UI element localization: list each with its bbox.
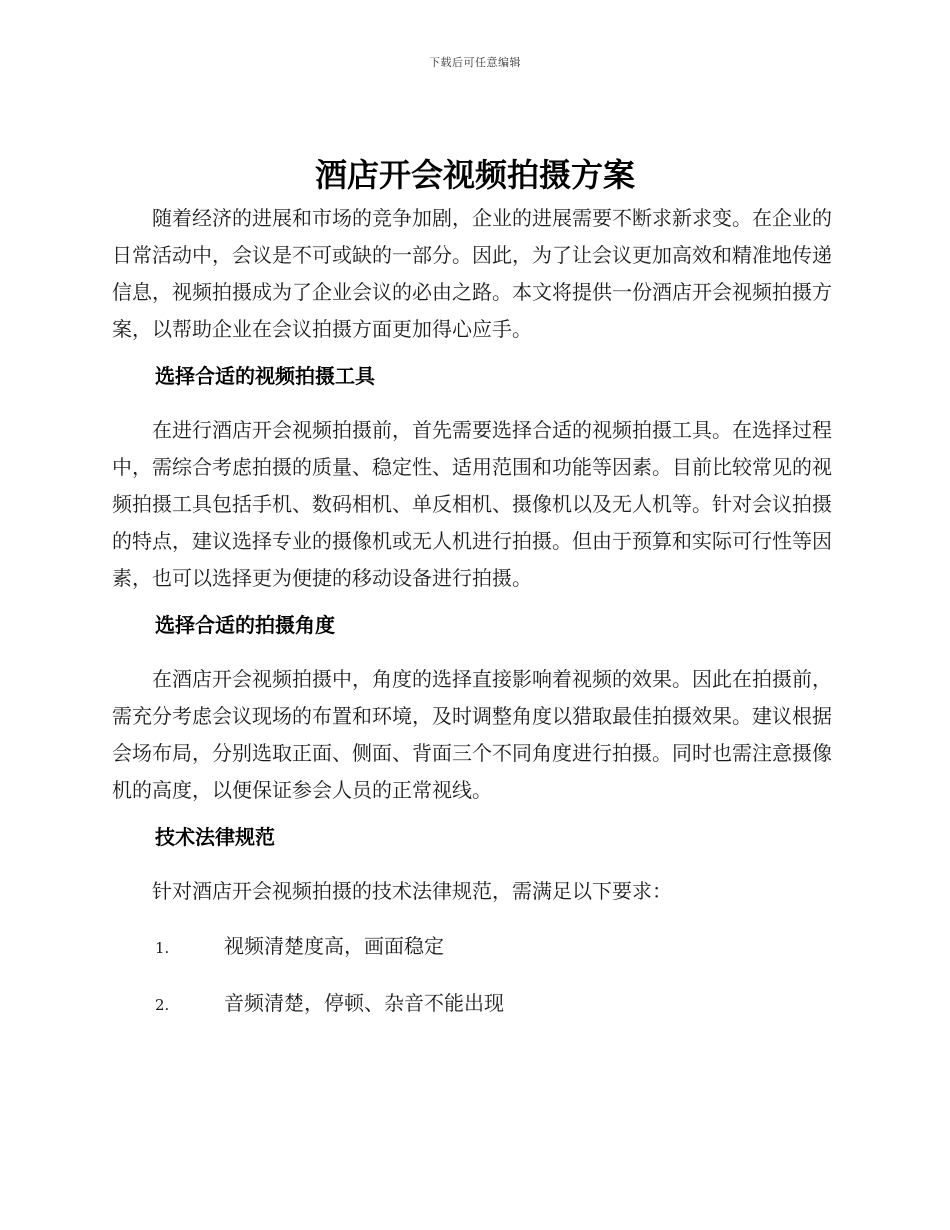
section-heading-standards: 技术法律规范 xyxy=(155,825,275,849)
section-body-standards: 针对酒店开会视频拍摄的技术法律规范，需满足以下要求： xyxy=(152,879,672,903)
list-item-number: 2. xyxy=(155,996,170,1014)
section-heading-tools: 选择合适的视频拍摄工具 xyxy=(155,364,375,388)
document-title: 酒店开会视频拍摄方案 xyxy=(314,156,635,194)
list-item-number: 1. xyxy=(155,939,170,957)
section-heading-angle: 选择合适的拍摄角度 xyxy=(155,613,335,637)
page-header-note: 下载后可任意编辑 xyxy=(429,56,521,69)
list-item-text: 音频清楚，停顿、杂音不能出现 xyxy=(224,991,504,1015)
list-item-text: 视频清楚度高，画面稳定 xyxy=(224,934,444,958)
list-item xyxy=(112,985,832,1024)
intro-paragraph: 随着经济的进展和市场的竞争加剧，企业的进展需要不断求新求变。在企业的日常活动中，会议是不可或缺的一部分。因此，为了让会议更加高效和精准地传递信息，视频拍摄成为了企业会议的必由之路。本文将提供一份酒店开会视频拍摄方案，以帮助企业在会议拍摄方面更加得心应手。 xyxy=(112,206,832,341)
document-body xyxy=(112,200,832,1024)
section-body-tools: 在进行酒店开会视频拍摄前，首先需要选择合适的视频拍摄工具。在选择过程中，需综合考虑拍摄的质量、稳定性、适用范围和功能等因素。目前比较常见的视频拍摄工具包括手机、数码相机、单反相机、摄像机以及无人机等。针对会议拍摄的特点，建议选择专业的摄像机或无人机进行拍摄。但由于预算和实际可行性等因素，也可以选择更为便捷的移动设备进行拍摄。 xyxy=(112,418,832,590)
list-item xyxy=(112,928,832,967)
section-body-angle: 在酒店开会视频拍摄中，角度的选择直接影响着视频的效果。因此在拍摄前，需充分考虑会议现场的布置和环境，及时调整角度以猎取最佳拍摄效果。建议根据会场布局，分别选取正面、侧面、背面三个不同角度进行拍摄。同时也需注意摄像机的高度，以便保证参会人员的正常视线。 xyxy=(112,667,832,802)
